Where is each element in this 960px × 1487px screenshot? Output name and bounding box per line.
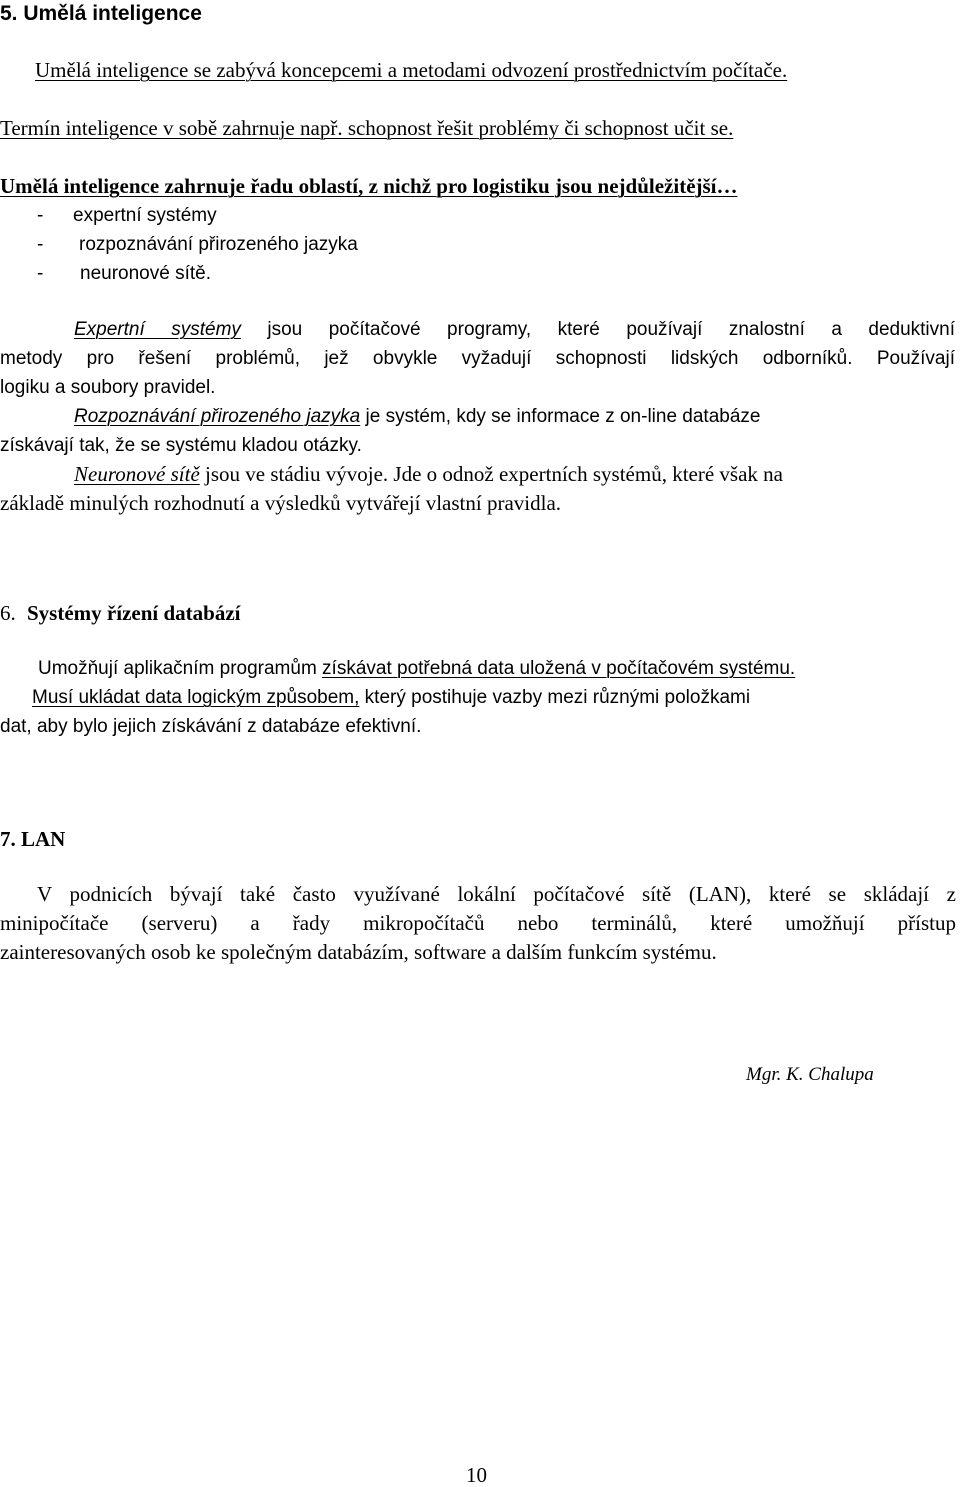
section-7-heading: 7. LAN <box>0 827 66 851</box>
section-6-heading <box>0 603 240 624</box>
neural-networks-paragraph <box>0 460 783 518</box>
nlp-paragraph <box>0 402 760 460</box>
paragraph-line: Rozpoznávání přirozeného jazyka je systém, kdy se informace z on-line databáze <box>74 406 761 427</box>
list-dash: - <box>37 205 44 226</box>
neural-networks-term: Neuronové sítě <box>74 462 200 486</box>
paragraph-line: zainteresovaných osob ke společným databázím, software a dalším funkcím systému. <box>0 940 717 964</box>
paragraph-line: získávají tak, že se systému kladou otázky. <box>0 435 362 456</box>
dbms-paragraph <box>0 654 795 741</box>
section-5-heading: 5. Umělá inteligence <box>0 2 202 25</box>
dbms-underlined-phrase: získávat potřebná data uložená v počítačovém systému. <box>322 658 796 679</box>
ai-definition-line: Umělá inteligence se zabývá koncepcemi a metodami odvození prostřednictvím počítače. <box>35 58 788 82</box>
page-number: 10 <box>466 1463 487 1487</box>
lan-paragraph <box>0 880 956 967</box>
section-number: 6. <box>0 601 16 625</box>
paragraph-line: dat, aby bylo jejich získávání z databáze efektivní. <box>0 716 422 737</box>
paragraph-line: logiku a soubory pravidel. <box>0 377 216 398</box>
paragraph-line: V podnicích bývají také často využívané lokální počítačové sítě (LAN), které se skládají z <box>37 882 956 906</box>
author-signature: Mgr. K. Chalupa <box>746 1064 874 1085</box>
paragraph-line: minipočítače (serveru) a řady mikropočítačů nebo terminálů, které umožňují přístup <box>0 911 956 935</box>
section-title: Systémy řízení databází <box>27 601 241 625</box>
area-label: neuronové sítě. <box>80 263 211 284</box>
area-item-expert <box>37 205 217 226</box>
nlp-term: Rozpoznávání přirozeného jazyka <box>74 406 361 427</box>
area-item-neural <box>37 263 211 284</box>
expert-systems-paragraph <box>0 315 955 402</box>
area-label: expertní systémy <box>73 205 217 226</box>
ai-areas-intro: Umělá inteligence zahrnuje řadu oblastí, z nichž pro logistiku jsou nejdůležitější… <box>0 174 738 198</box>
dbms-underlined-phrase: Musí ukládat data logickým způsobem, <box>32 687 360 708</box>
area-label: rozpoznávání přirozeného jazyka <box>79 234 358 255</box>
paragraph-line: Expertní systémy jsou počítačové programy, které používají znalostní a deduktivní <box>74 319 955 340</box>
paragraph-line: základě minulých rozhodnutí a výsledků vytvářejí vlastní pravidla. <box>0 491 562 515</box>
paragraph-line: Umožňují aplikačním programům získávat potřebná data uložená v počítačovém systému. <box>38 658 796 679</box>
paragraph-line: Neuronové sítě jsou ve stádiu vývoje. Jde o odnož expertních systémů, které však na <box>74 462 783 486</box>
paragraph-line: Musí ukládat data logickým způsobem, který postihuje vazby mezi různými položkami <box>32 687 751 708</box>
area-item-nlp <box>37 234 358 255</box>
ai-term-line: Termín inteligence v sobě zahrnuje např. schopnost řešit problémy či schopnost učit se. <box>0 116 734 140</box>
list-dash: - <box>37 234 44 255</box>
paragraph-line: metody pro řešení problémů, jež obvykle vyžadují schopnosti lidských odborníků. Používají <box>0 348 955 369</box>
list-dash: - <box>37 263 44 284</box>
expert-systems-term: Expertní systémy <box>74 319 241 340</box>
